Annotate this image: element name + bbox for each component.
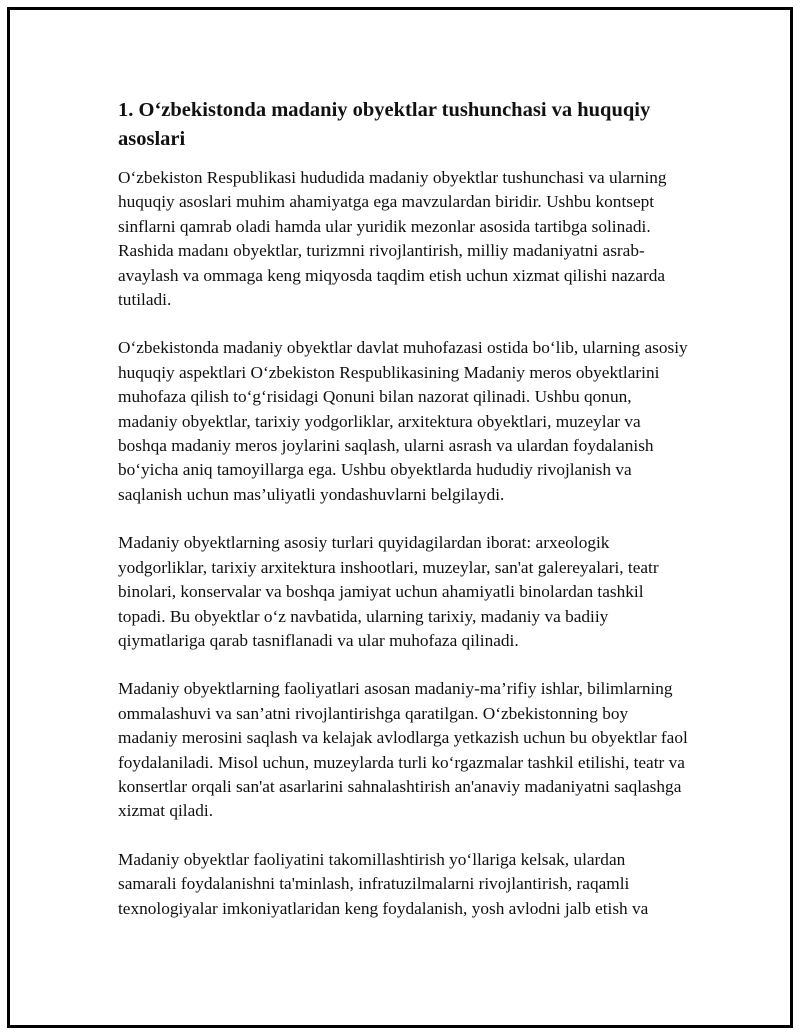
paragraph-3: Madaniy obyektlarning asosiy turlari quyidagilardan iborat: arxeologik yodgorliklar, tarixiy arxitektura inshootlari, muzeylar, san'at galereyalari, teatr binolari, konservalar va boshqa jamiyat uchun ahamiyatli binolardan tashkil topadi. Bu obyektlar o‘z navbatida, ularning tarixiy, madaniy va badiiy qiymatlariga qarab tasniflanadi va ular muhofaza qilinadi.: [118, 533, 659, 650]
paragraph-1: O‘zbekiston Respublikasi hududida madaniy obyektlar tushunchasi va ularning huquqiy asoslari muhim ahamiyatga ega mavzulardan biridir. Ushbu kontsept sinflarni qamrab oladi hamda ular yuridik mezonlar asosida tartibga solinadi. Rashida madanı obyektlar, turizmni rivojlantirish, milliy madaniyatni asrab-avaylash va ommaga keng miqyosda taqdim etish uchun xizmat qilishi nazarda tutiladi.: [118, 168, 667, 310]
document-content: [118, 96, 688, 945]
paragraph-4: Madaniy obyektlarning faoliyatlari asosan madaniy-ma’rifiy ishlar, bilimlarning ommalashuvi va san’atni rivojlantirishga qaratilgan. O‘zbekistonning boy madaniy merosini saqlash va kelajak avlodlarga yetkazish uchun bu obyektlar faol foydalaniladi. Misol uchun, muzeylarda turli ko‘rgazmalar tashkil etilishi, teatr va konsertlar orqali san'at asarlarini sahnalashtirish an'anaviy madaniyatni saqlashga xizmat qiladi.: [118, 679, 688, 821]
section-heading: 1. O‘zbekistonda madaniy obyektlar tushunchasi va huquqiy asoslari: [118, 99, 651, 150]
paragraph-5: Madaniy obyektlar faoliyatini takomillashtirish yo‘llariga kelsak, ulardan samarali foydalanishni ta'minlash, infratuzilmalarni rivojlantirish, raqamli texnologiyalar imkoniyatlaridan keng foydalanish, yosh avlodni jalb etish va: [118, 849, 649, 918]
paragraph-2: O‘zbekistonda madaniy obyektlar davlat muhofazasi ostida bo‘lib, ularning asosiy huquqiy aspektlari O‘zbekiston Respublikasining Madaniy meros obyektlarini muhofaza qilish to‘g‘risidagi Qonuni bilan nazorat qilinadi. Ushbu qonun, madaniy obyektlar, tarixiy yodgorliklar, arxitektura obyektlari, muzeylar va boshqa madaniy meros joylarini saqlash, ularni asrash va ulardan foydalanish bo‘yicha aniq tamoyillarga ega. Ushbu obyektlarda hududiy rivojlanish va saqlanish uchun mas’uliyatli yondashuvlarni belgilaydi.: [118, 338, 688, 504]
document-page: [7, 7, 793, 1028]
